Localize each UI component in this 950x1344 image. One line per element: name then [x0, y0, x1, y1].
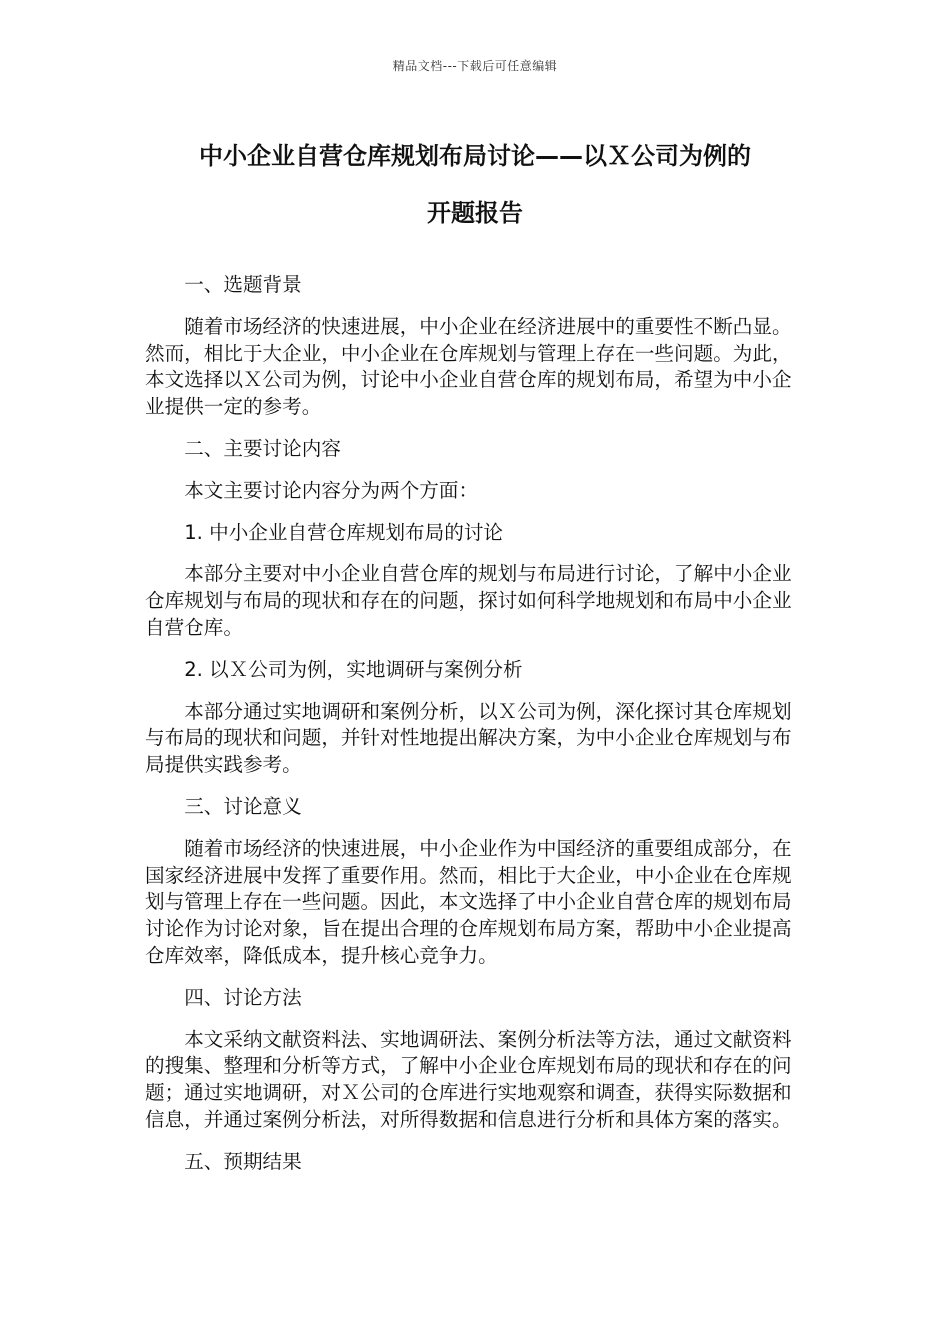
title-line-2: 开题报告	[427, 199, 523, 227]
section-heading-significance: 三、讨论意义	[184, 794, 302, 818]
paragraph-significance: 随着市场经济的快速进展，中小企业作为中国经济的重要组成部分，在国家经济进展中发挥了重要作用。然而，相比于大企业，中小企业在仓库规划与管理上存在一些问题。因此，本文选择了中小企业自营仓库的规划布局讨论作为讨论对象，旨在提出合理的仓库规划布局方案，帮助中小企业提高仓库效率，降低成本，提升核心竞争力。	[145, 836, 792, 967]
paragraph-main-content-intro: 本文主要讨论内容分为两个方面：	[184, 478, 479, 502]
page-header: 精品文档---下载后可任意编辑	[392, 59, 558, 73]
document-title	[120, 128, 830, 242]
section-heading-methods: 四、讨论方法	[184, 985, 302, 1009]
title-line-1: 中小企业自营仓库规划布局讨论——以Ｘ公司为例的	[199, 142, 751, 170]
paragraph-methods: 本文采纳文献资料法、实地调研法、案例分析法等方法，通过文献资料的搜集、整理和分析等方式，了解中小企业仓库规划布局的现状和存在的问题；通过实地调研，对Ｘ公司的仓库进行实地观察和调查，获得实际数据和信息，并通过案例分析法，对所得数据和信息进行分析和具体方案的落实。	[145, 1027, 792, 1131]
list-item-2: 2. 以Ｘ公司为例，实地调研与案例分析	[184, 657, 523, 681]
document-body	[145, 272, 810, 1191]
list-item-1: 1. 中小企业自营仓库规划布局的讨论	[184, 520, 504, 544]
section-heading-background: 一、选题背景	[184, 273, 302, 296]
section-heading-main-content: 二、主要讨论内容	[184, 436, 341, 460]
paragraph-background: 随着市场经济的快速进展，中小企业在经济进展中的重要性不断凸显。然而，相比于大企业，中小企业在仓库规划与管理上存在一些问题。为此，本文选择以Ｘ公司为例，讨论中小企业自营仓库的规划布局，希望为中小企业提供一定的参考。	[145, 314, 792, 419]
section-heading-expected-results: 五、预期结果	[184, 1149, 302, 1173]
paragraph-item-2: 本部分通过实地调研和案例分析，以Ｘ公司为例，深化探讨其仓库规划与布局的现状和问题，并针对性地提出解决方案，为中小企业仓库规划与布局提供实践参考。	[145, 699, 792, 777]
paragraph-item-1: 本部分主要对中小企业自营仓库的规划与布局进行讨论，了解中小企业仓库规划与布局的现状和存在的问题，探讨如何科学地规划和布局中小企业自营仓库。	[145, 562, 792, 639]
